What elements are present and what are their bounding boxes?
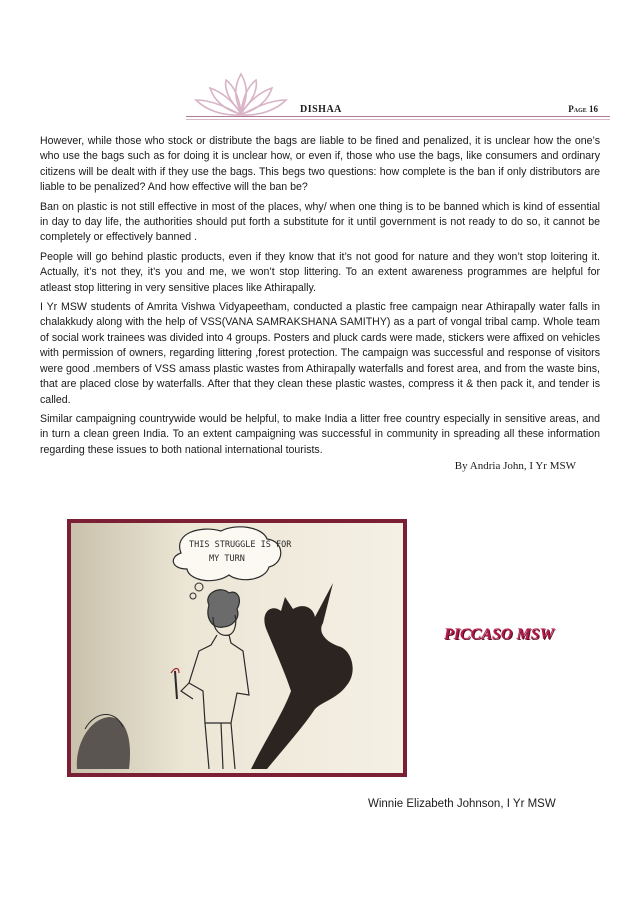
header-rule-thin xyxy=(186,119,610,120)
speech-bubble-text: MY TURN xyxy=(209,554,245,564)
cartoon-drawing xyxy=(67,519,407,777)
paragraph: However, while those who stock or distribute the bags are liable to be fined and penalized, it is unclear how the one’s who use the bags such as for doing it is unclear how, or even if, those who use the bags, like consumers and ordinary citizens will be dealt with if they use the bags. This begs two questions: how complete is the ban if only distributors are liable to be penalized? And how effective will the ban be? xyxy=(40,135,600,194)
artist-credit: Winnie Elizabeth Johnson, I Yr MSW xyxy=(368,798,556,810)
page-number: Page 16 xyxy=(568,104,598,114)
article-body xyxy=(40,134,600,462)
section-title: PICCASO MSW xyxy=(444,626,554,643)
lotus-icon xyxy=(186,70,296,118)
header-rule xyxy=(186,116,610,117)
publication-title: DISHAA xyxy=(300,104,342,115)
paragraph: People will go behind plastic products, even if they know that it’s not good for nature and they won’t stop loitering it. Actually, it’s not they, it’s you and me, we won’t stop littering. To an extent awareness programmes are helpful for atleast stop littering in very sensitive places like Athirapally. xyxy=(40,250,600,294)
article-byline: By Andria John, I Yr MSW xyxy=(454,460,576,472)
paragraph: Ban on plastic is not still effective in most of the places, why/ when one thing is to be banned which is kind of essential in day to day life, the authorities should put forth a substitute for it until government is not ready to do so, it cannot be completely or effectively banned . xyxy=(40,200,600,244)
speech-bubble-text: THIS STRUGGLE IS FOR xyxy=(189,540,292,550)
paragraph: Similar campaigning countrywide would be helpful, to make India a litter free country especially in sensitive areas, and in turn a clean green India. To an extent campaigning was successful in community in spreading all these information regarding these issues to both national international tourists. xyxy=(40,412,600,456)
paragraph: I Yr MSW students of Amrita Vishwa Vidyapeetham, conducted a plastic free campaign near Athirapally water falls in chalakkudy along with the help of VSS(VANA SAMRAKSHANA SAMITHY) as a part of vongal tribal camp. Whole team of social work trainees was divided into 4 groups. Posters and pluck cards were made, stickers were affixed on vehicles with permission of owners, regarding littering ,forest protection. The campaign was successful and response of visitors were good .members of VSS amass plastic wastes from Athirapally waterfalls and forest area, and from the waste bins, that are placed close by waterfalls. After that they clean these plastic wastes, compress it & then pack it, and tender is called. xyxy=(40,301,600,406)
cartoon-illustration xyxy=(71,523,403,773)
